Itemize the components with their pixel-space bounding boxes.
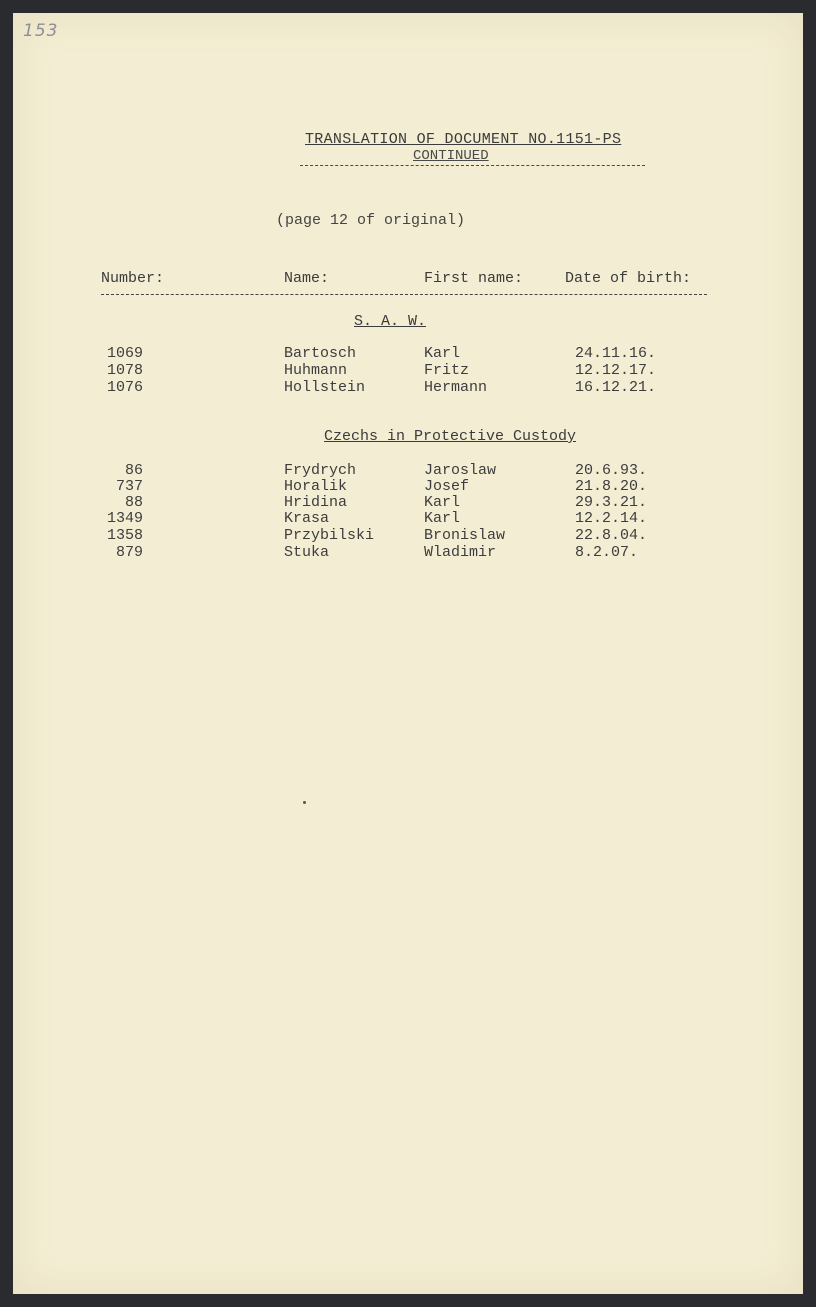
row-first-name: Hermann bbox=[424, 379, 488, 396]
paper-speck bbox=[303, 801, 306, 804]
table-row bbox=[13, 527, 803, 544]
row-first-name: Fritz bbox=[424, 362, 470, 379]
row-date-of-birth: 12.12.17. bbox=[575, 362, 657, 379]
row-date-of-birth: 20.6.93. bbox=[575, 462, 648, 479]
row-name: Hridina bbox=[284, 494, 348, 511]
table-row bbox=[13, 510, 803, 527]
row-number: 88 bbox=[124, 494, 143, 511]
row-date-of-birth: 22.8.04. bbox=[575, 527, 648, 544]
document-page bbox=[13, 13, 803, 1294]
column-header-first-name: First name: bbox=[424, 270, 524, 287]
row-date-of-birth: 21.8.20. bbox=[575, 478, 648, 495]
row-number: 737 bbox=[115, 478, 143, 495]
table-row bbox=[13, 544, 803, 561]
row-number: 86 bbox=[124, 462, 143, 479]
row-name: Huhmann bbox=[284, 362, 348, 379]
section-title-saw: S. A. W. bbox=[354, 313, 427, 330]
table-row bbox=[13, 494, 803, 511]
row-first-name: Karl bbox=[424, 345, 461, 362]
row-number: 1358 bbox=[106, 527, 143, 544]
column-header-date-of-birth: Date of birth: bbox=[565, 270, 692, 287]
row-date-of-birth: 16.12.21. bbox=[575, 379, 657, 396]
row-name: Frydrych bbox=[284, 462, 357, 479]
table-row bbox=[13, 462, 803, 479]
row-number: 1349 bbox=[106, 510, 143, 527]
row-first-name: Josef bbox=[424, 478, 470, 495]
row-first-name: Wladimir bbox=[424, 544, 497, 561]
row-date-of-birth: 24.11.16. bbox=[575, 345, 657, 362]
row-first-name: Karl bbox=[424, 510, 461, 527]
row-number: 879 bbox=[115, 544, 143, 561]
row-date-of-birth: 12.2.14. bbox=[575, 510, 648, 527]
row-name: Stuka bbox=[284, 544, 330, 561]
row-name: Hollstein bbox=[284, 379, 366, 396]
page-reference: (page 12 of original) bbox=[276, 212, 466, 229]
table-row bbox=[13, 478, 803, 495]
row-first-name: Jaroslaw bbox=[424, 462, 497, 479]
row-number: 1076 bbox=[106, 379, 143, 396]
table-row bbox=[13, 362, 803, 379]
row-first-name: Bronislaw bbox=[424, 527, 506, 544]
row-number: 1078 bbox=[106, 362, 143, 379]
row-date-of-birth: 29.3.21. bbox=[575, 494, 648, 511]
table-row bbox=[13, 345, 803, 362]
row-number: 1069 bbox=[106, 345, 143, 362]
column-header-number: Number: bbox=[101, 270, 165, 287]
row-date-of-birth: 8.2.07. bbox=[575, 544, 639, 561]
row-name: Krasa bbox=[284, 510, 330, 527]
table-row bbox=[13, 379, 803, 396]
row-name: Przybilski bbox=[284, 527, 375, 544]
column-header-name: Name: bbox=[284, 270, 330, 287]
document-title: TRANSLATION OF DOCUMENT NO.1151-PS bbox=[305, 131, 622, 148]
row-name: Bartosch bbox=[284, 345, 357, 362]
header-divider bbox=[101, 294, 707, 295]
row-first-name: Karl bbox=[424, 494, 461, 511]
document-subtitle: CONTINUED bbox=[413, 148, 489, 164]
title-underline bbox=[300, 165, 645, 166]
section-title-czechs: Czechs in Protective Custody bbox=[324, 428, 577, 445]
row-name: Horalik bbox=[284, 478, 348, 495]
pencil-annotation: 153 bbox=[23, 21, 59, 41]
